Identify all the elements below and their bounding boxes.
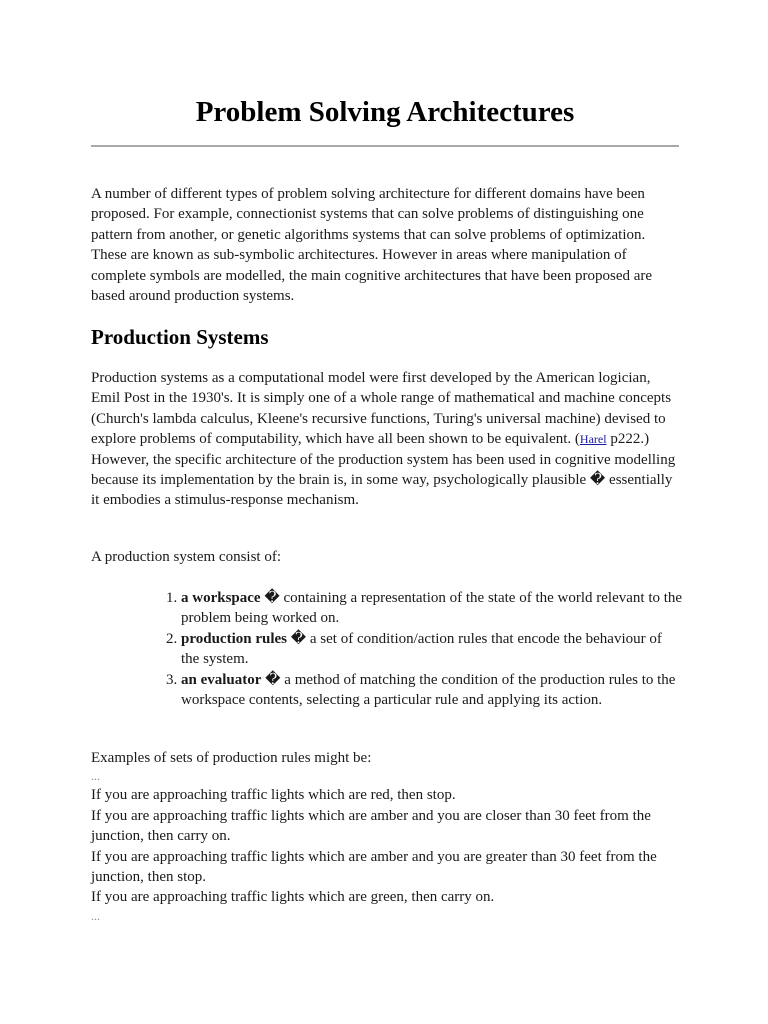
component-description: � a set of condition/action rules that encode the behaviour of the system. bbox=[181, 630, 662, 668]
component-description: � a method of matching the condition of the production rules to the workspace contents, selecting a particular rule and applying its action. bbox=[181, 671, 676, 709]
component-term: an evaluator bbox=[181, 671, 262, 688]
consist-intro: A production system consist of: bbox=[91, 549, 281, 565]
rule-line: If you are approaching traffic lights which are red, then stop. bbox=[91, 787, 456, 804]
paragraph-text-before-link: Production systems as a computational model were first developed by the American logician, Emil Post in the 1930's. It is simply one of a whole range of mathematical and machine concepts (Church's lambda calculus, Kleene's recursive functions, Turing's universal machine) devised to explore problems of computability, which have all been shown to be equivalent. ( bbox=[91, 370, 672, 448]
rule-line: If you are approaching traffic lights which are green, then carry on. bbox=[91, 889, 495, 906]
examples-intro: Examples of sets of production rules might be: bbox=[91, 750, 372, 766]
production-rules-examples bbox=[91, 748, 683, 925]
harel-reference-link[interactable]: Harel bbox=[579, 432, 607, 447]
page-title: Problem Solving Architectures bbox=[195, 96, 575, 128]
component-term: production rules bbox=[181, 630, 287, 647]
component-term: a workspace bbox=[181, 590, 261, 606]
rule-line: If you are approaching traffic lights which are amber and you are greater than 30 feet from the junction, then stop. bbox=[91, 848, 657, 886]
intro-paragraph: A number of different types of problem solving architecture for different domains have been proposed. For example, connectionist systems that can solve problems of distinguishing one pattern from another, or genetic algorithms systems that can solve problems of optimization. These are known as sub-symbolic architectures. However in areas where manipulation of complete symbols are modelled, the main cognitive architectures that have been proposed are based around production systems. bbox=[91, 186, 653, 305]
section-heading: Production Systems bbox=[91, 325, 269, 349]
ellipsis-top: ... bbox=[91, 769, 100, 784]
list-item bbox=[181, 629, 683, 670]
list-item bbox=[181, 670, 683, 711]
list-item bbox=[181, 588, 683, 629]
paragraph-text-after-link: p222.) However, the specific architecture of the production system has been used in cognitive modelling because its implementation by the brain is, in some way, psychologically plausible � essentially it embodies a stimulus-response mechanism. bbox=[91, 431, 676, 509]
ellipsis-bottom: ... bbox=[91, 908, 100, 923]
title-divider bbox=[91, 145, 679, 147]
production-systems-paragraph bbox=[91, 368, 683, 511]
component-description: � containing a representation of the state of the world relevant to the problem being worked on. bbox=[181, 590, 683, 627]
rule-line: If you are approaching traffic lights which are amber and you are closer than 30 feet from the junction, then carry on. bbox=[91, 807, 651, 845]
components-list bbox=[91, 588, 683, 710]
